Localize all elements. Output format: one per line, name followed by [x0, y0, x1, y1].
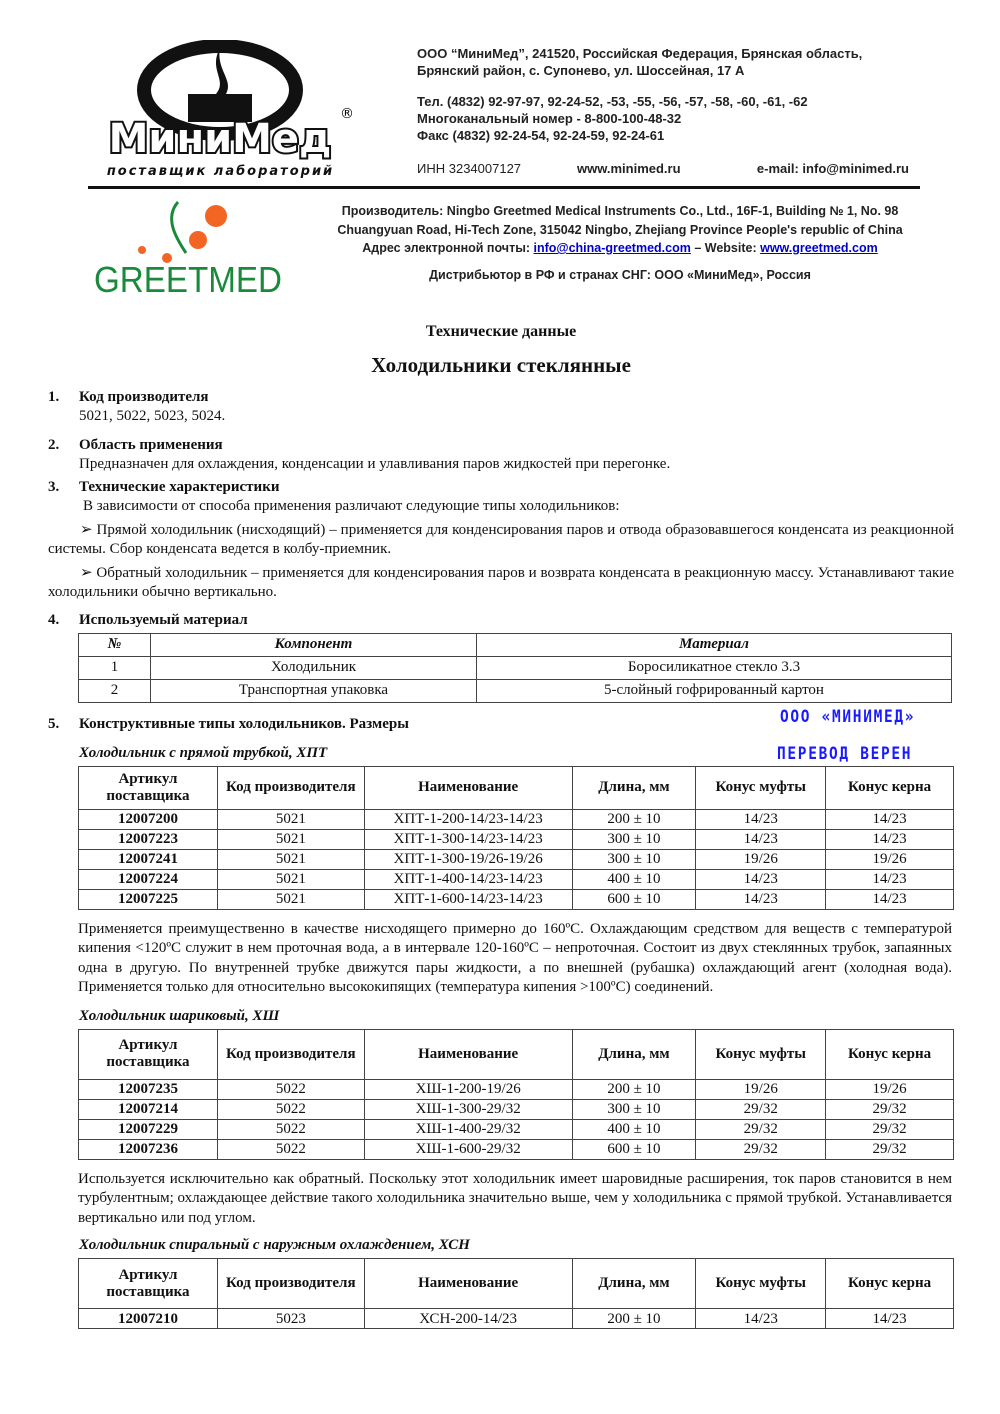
table-row	[79, 656, 952, 679]
table-cell: ХШ-1-600-29/32	[364, 1139, 572, 1159]
section-5-title: Конструктивные типы холодильников. Размеры	[79, 715, 409, 732]
column-header: Компонент	[151, 633, 477, 656]
table-cell: 19/26	[696, 849, 826, 869]
table-cell: ХШ-1-300-29/32	[364, 1099, 572, 1119]
column-header: Код производителя	[217, 1029, 364, 1079]
address-line-2: Брянский район, с. Супонево, ул. Шоссейная, 17 А	[417, 63, 745, 78]
table-row	[79, 1119, 954, 1139]
table-cell: 14/23	[826, 809, 954, 829]
table-header-row	[79, 1029, 954, 1079]
table-row	[79, 1139, 954, 1159]
table-2-description: Используется исключительно как обратный. Поскольку этот холодильник имеет шаровидные расширения, ток паров становится в нем турбулентным; охлаждающее действие такого холодильника значительно выше, чем у холодильника с прямой трубкой. Устанавливается вертикально или под углом.	[78, 1170, 952, 1226]
table-cell: 12007224	[79, 869, 218, 889]
materials-table	[78, 633, 952, 703]
manufacturer-contacts	[300, 239, 940, 258]
table-3-title: Холодильник спиральный с наружным охлаждением, ХСН	[79, 1237, 470, 1253]
table-cell: 5021	[217, 809, 364, 829]
table-cell: 200 ± 10	[572, 1079, 696, 1099]
bulb-condenser-table	[78, 1029, 954, 1160]
column-header: Код производителя	[217, 1259, 364, 1309]
greetmed-website-link[interactable]: www.greetmed.com	[760, 241, 878, 255]
column-header: Конус керна	[826, 766, 954, 809]
table-cell: 5022	[217, 1079, 364, 1099]
table-row	[79, 1079, 954, 1099]
table-cell: ХСН-200-14/23	[364, 1309, 572, 1329]
doc-title: Холодильники стеклянные	[371, 353, 631, 377]
table-cell: 14/23	[696, 809, 826, 829]
table-cell: 14/23	[696, 869, 826, 889]
table-cell: 5022	[217, 1099, 364, 1119]
email-label: Адрес электронной почты:	[362, 241, 534, 255]
table-cell: 400 ± 10	[572, 869, 696, 889]
table-cell: 400 ± 10	[572, 1119, 696, 1139]
table-cell: ХПТ-1-600-14/23-14/23	[364, 889, 572, 909]
table-cell: 29/32	[826, 1099, 954, 1119]
table-row	[79, 679, 952, 702]
section-3-number: 3.	[48, 479, 60, 495]
section-3-bullet-reflux: ➢ Обратный холодильник – применяется для конденсирования паров и возврата конденсата в реакционную массу. Устанавливают такие холодильники обычно вертикально.	[48, 564, 954, 600]
column-header: Артикул поставщика	[79, 1259, 218, 1309]
minimed-logo-emblem	[88, 40, 358, 162]
section-2-number: 2.	[48, 436, 60, 453]
column-header: Артикул поставщика	[79, 766, 218, 809]
greetmed-info	[300, 202, 940, 284]
table-cell: 5023	[217, 1309, 364, 1329]
table-row	[79, 809, 954, 829]
inn: ИНН 3234007127	[417, 161, 522, 176]
table-row	[79, 889, 954, 909]
coil-condenser-table	[78, 1258, 954, 1329]
table-cell: 12007241	[79, 849, 218, 869]
column-header: Наименование	[364, 1029, 572, 1079]
section-1-number: 1.	[48, 389, 60, 405]
greetmed-logo-text: GREETMED	[94, 259, 282, 298]
table-cell: 14/23	[696, 1309, 826, 1329]
section-3-heading	[48, 478, 954, 497]
table-row	[79, 869, 954, 889]
header-divider	[88, 186, 920, 189]
table-2-title: Холодильник шариковый, ХШ	[79, 1007, 280, 1024]
table-cell: 12007210	[79, 1309, 218, 1329]
column-header: Конус муфты	[696, 1029, 826, 1079]
table-cell: 12007200	[79, 809, 218, 829]
table-cell: ХПТ-1-200-14/23-14/23	[364, 809, 572, 829]
section-5-number: 5.	[48, 715, 60, 732]
table-cell: 29/32	[826, 1139, 954, 1159]
table-cell: 19/26	[696, 1079, 826, 1099]
table-cell: 14/23	[826, 889, 954, 909]
table-cell: 200 ± 10	[572, 1309, 696, 1329]
column-header: Код производителя	[217, 766, 364, 809]
document-body	[48, 322, 954, 1329]
column-header: Наименование	[364, 766, 572, 809]
table-row	[79, 829, 954, 849]
column-header: Длина, мм	[572, 766, 696, 809]
table-cell: ХШ-1-200-19/26	[364, 1079, 572, 1099]
table-cell: 5021	[217, 889, 364, 909]
section-4-number: 4.	[48, 611, 60, 628]
section-3-title: Технические характеристики	[79, 479, 280, 495]
translation-stamp-line-2: ПЕРЕВОД ВЕРЕН	[777, 743, 913, 764]
table-cell: 5022	[217, 1119, 364, 1139]
section-1-text: 5021, 5022, 5023, 5024.	[79, 408, 226, 424]
table-row	[79, 1309, 954, 1329]
minimed-email[interactable]: e-mail: info@minimed.ru	[756, 161, 909, 176]
column-header: Длина, мм	[572, 1029, 696, 1079]
section-3-bullet-direct: ➢ Прямой холодильник (нисходящий) – применяется для конденсирования паров и отвода образовавшегося конденсата из реакционной системы. Сбор конденсата ведется в колбу-приемник.	[48, 521, 954, 557]
table-cell: 2	[79, 679, 151, 702]
address-line-1: ООО “МиниМед”, 241520, Российская Федерация, Брянская область,	[417, 46, 863, 61]
column-header: Конус керна	[826, 1029, 954, 1079]
table-cell: ХПТ-1-300-19/26-19/26	[364, 849, 572, 869]
manufacturer-line-2: Chuangyuan Road, Hi-Tech Zone, 315042 Ningbo, Zhejiang Province People's republic of China	[337, 222, 903, 237]
phone: Тел. (4832) 92-97-97, 92-24-52, -53, -55, -56, -57, -58, -60, -61, -62	[417, 94, 808, 109]
column-header: Наименование	[364, 1259, 572, 1309]
table-cell: 29/32	[696, 1139, 826, 1159]
column-header: Конус муфты	[696, 1259, 826, 1309]
table-cell: Транспортная упаковка	[151, 679, 477, 702]
table-cell: 19/26	[826, 849, 954, 869]
table-cell: 5021	[217, 829, 364, 849]
table-cell: 29/32	[696, 1099, 826, 1119]
table-cell: 600 ± 10	[572, 1139, 696, 1159]
column-header: Материал	[477, 633, 952, 656]
greetmed-logo-mark	[92, 198, 292, 298]
table-header-row	[79, 633, 952, 656]
section-1-title: Код производителя	[79, 389, 209, 405]
table-cell: 14/23	[826, 829, 954, 849]
table-cell: 14/23	[826, 1309, 954, 1329]
translation-stamp-line-1: ООО «МИНИМЕД»	[780, 706, 916, 727]
column-header: Конус муфты	[696, 766, 826, 809]
table-cell: ХШ-1-400-29/32	[364, 1119, 572, 1139]
table-cell: 5-слойный гофрированный картон	[477, 679, 952, 702]
table-row	[79, 1099, 954, 1119]
table-cell: 1	[79, 656, 151, 679]
column-header: Артикул поставщика	[79, 1029, 218, 1079]
table-cell: 5022	[217, 1139, 364, 1159]
table-cell: 14/23	[826, 869, 954, 889]
svg-text:МиниМед: МиниМед	[108, 116, 332, 162]
table-cell: 12007214	[79, 1099, 218, 1119]
table-cell: 300 ± 10	[572, 849, 696, 869]
table-cell: 300 ± 10	[572, 1099, 696, 1119]
table-cell: 5021	[217, 849, 364, 869]
fax: Факс (4832) 92-24-54, 92-24-59, 92-24-61	[417, 128, 665, 143]
section-2-title: Область применения	[79, 436, 223, 453]
straight-condenser-table	[78, 766, 954, 910]
table-cell: 12007229	[79, 1119, 218, 1139]
column-header: №	[79, 633, 151, 656]
section-2-heading	[48, 436, 954, 455]
table-header-row	[79, 1259, 954, 1309]
table-cell: 600 ± 10	[572, 889, 696, 909]
minimed-contacts	[417, 45, 862, 144]
manufacturer-line-1: Производитель: Ningbo Greetmed Medical Instruments Co., Ltd., 16F-1, Building № 1, No. 98	[341, 204, 899, 218]
table-cell: 12007225	[79, 889, 218, 909]
table-cell: 29/32	[826, 1119, 954, 1139]
column-header: Конус керна	[826, 1259, 954, 1309]
table-row	[79, 849, 954, 869]
table-cell: 14/23	[696, 889, 826, 909]
table-1-description: Применяется преимущественно в качестве нисходящего примерно до 160ºС. Охлаждающим средством для веществ с температурой кипения <120ºС служит в нем проточная вода, а в интервале 120-160ºС – непроточная. Состоит из двух стеклянных трубок, запаянных одна в другую. По внутренней трубке движутся пары жидкости, а по внешней (рубашка) охлаждающий агент (холодная вода). Применяется только для относительно высококипящих (температура кипения >100ºС) соединений.	[78, 920, 952, 995]
table-header-row	[79, 766, 954, 809]
table-1-heading	[79, 744, 954, 763]
table-cell: 5021	[217, 869, 364, 889]
greetmed-email-link[interactable]: info@china-greetmed.com	[533, 241, 691, 255]
table-cell: 300 ± 10	[572, 829, 696, 849]
section-5-heading	[48, 706, 954, 734]
table-cell: ХПТ-1-300-14/23-14/23	[364, 829, 572, 849]
section-4-heading	[48, 611, 954, 630]
table-cell: 19/26	[826, 1079, 954, 1099]
section-4-title: Используемый материал	[79, 611, 248, 628]
minimed-website[interactable]: www.minimed.ru	[577, 161, 681, 176]
table-cell: 14/23	[696, 829, 826, 849]
table-cell: Холодильник	[151, 656, 477, 679]
table-1-title: Холодильник с прямой трубкой, ХПТ	[79, 744, 328, 761]
greetmed-logo	[92, 198, 292, 298]
website-label: – Website:	[690, 241, 761, 255]
multichannel-phone: Многоканальный номер - 8-800-100-48-32	[417, 111, 682, 126]
doc-subtitle: Технические данные	[425, 323, 577, 340]
table-cell: Боросиликатное стекло 3.3	[477, 656, 952, 679]
section-1-heading	[48, 388, 954, 407]
section-3-intro: В зависимости от способа применения различают следующие типы холодильников:	[83, 498, 620, 514]
svg-text:®: ®	[340, 106, 354, 122]
table-cell: 12007223	[79, 829, 218, 849]
minimed-tagline: поставщик лабораторий	[106, 164, 335, 179]
table-cell: 12007235	[79, 1079, 218, 1099]
distributor: Дистрибьютор в РФ и странах СНГ: ООО «МиниМед», Россия	[429, 267, 811, 282]
column-header: Длина, мм	[572, 1259, 696, 1309]
table-cell: 12007236	[79, 1139, 218, 1159]
table-cell: 29/32	[696, 1119, 826, 1139]
table-cell: ХПТ-1-400-14/23-14/23	[364, 869, 572, 889]
table-cell: 200 ± 10	[572, 809, 696, 829]
minimed-logo	[88, 40, 358, 182]
section-2-text: Предназначен для охлаждения, конденсации и улавливания паров жидкостей при перегонке.	[79, 455, 671, 472]
